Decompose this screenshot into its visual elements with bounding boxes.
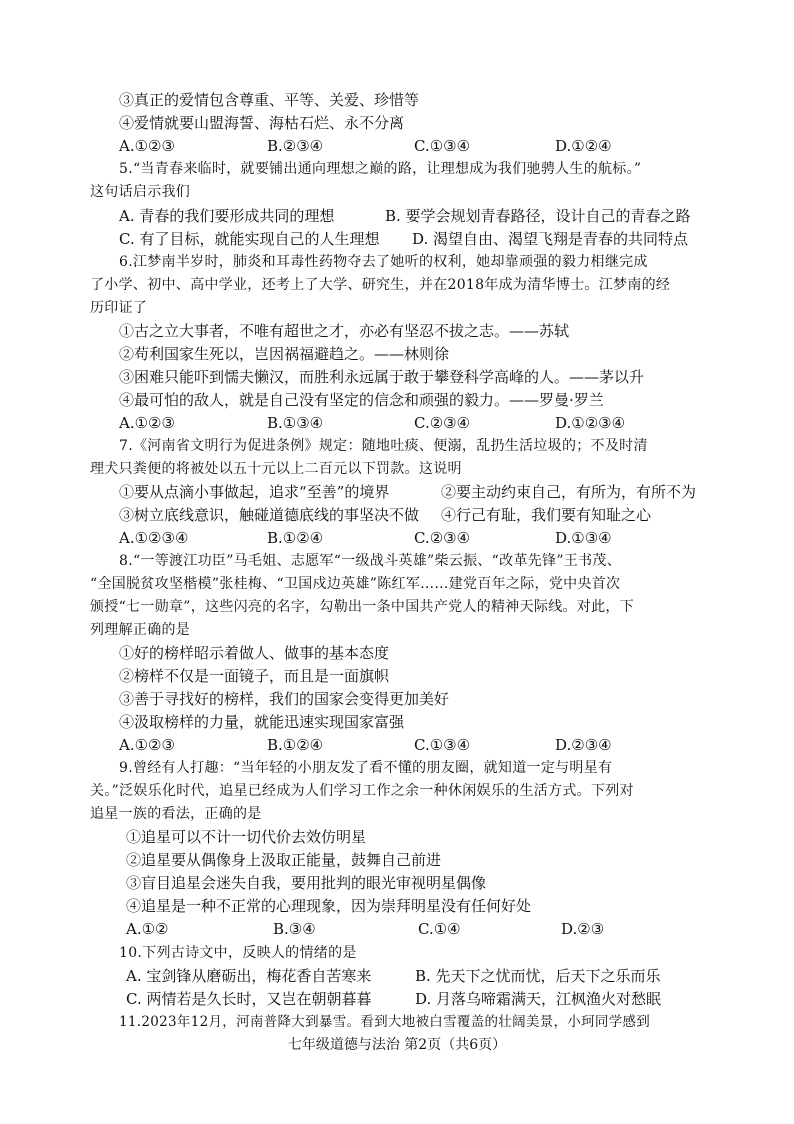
q10-option-c: C. 两情若是久长时，又岂在朝朝暮暮	[126, 990, 372, 1008]
q6-option-a: A.①②③	[119, 414, 175, 432]
q4-item-4: ④爱情就要山盟海誓、海枯石烂、永不分离	[119, 114, 405, 132]
q6-item-1: ①古之立大事者，不唯有超世之才，亦必有坚忍不拔之志。——苏轼	[119, 322, 570, 340]
q6-item-2: ②苟利国家生死以，岂因祸福避趋之。——林则徐	[119, 345, 450, 363]
q8-item-3: ③善于寻找好的榜样，我们的国家会变得更加美好	[119, 690, 450, 708]
q8-option-a: A.①②③	[119, 736, 175, 754]
q9-stem-line-3: 追星一族的看法，正确的是	[90, 806, 262, 822]
q8-option-d: D.②③④	[555, 736, 612, 754]
q8-stem-line-4: 列理解正确的是	[90, 622, 191, 638]
q7-option-b: B.①②④	[267, 529, 324, 547]
q5-option-a: A. 青春的我们要形成共同的理想	[119, 207, 335, 225]
q9-option-a: A.①②	[126, 920, 169, 938]
q8-stem-line-2: “全国脱贫攻坚楷模”张桂梅、“卫国戍边英雄”陈红军……建党百年之际，党中央首次	[90, 576, 621, 592]
q7-option-a: A.①②③④	[119, 529, 189, 547]
q7-item-1: ①要从点滴小事做起，追求“至善”的境界	[119, 483, 390, 501]
q7-option-c: C.②③④	[414, 529, 471, 547]
q5-stem-line-1: 5.“当青春来临时，就要铺出通向理想之巅的路，让理想成为我们驰骋人生的航标。”	[119, 161, 642, 177]
q4-option-c: C.①③④	[414, 137, 471, 155]
q6-item-4: ④最可怕的敌人，就是自己没有坚定的信念和顽强的毅力。——罗曼·罗兰	[119, 391, 604, 409]
q7-item-2: ②要主动约束自己，有所为，有所不为	[441, 483, 697, 501]
q4-option-a: A.①②③	[119, 137, 175, 155]
q10-option-d: D. 月落乌啼霜满天，江枫渔火对愁眠	[415, 990, 662, 1008]
q9-item-4: ④追星是一种不正常的心理现象，因为崇拜明星没有任何好处	[126, 897, 532, 915]
q6-option-d: D.①②③④	[555, 414, 626, 432]
q4-option-b: B.②③④	[267, 137, 324, 155]
q9-option-c: C.①④	[418, 920, 461, 938]
q7-item-4: ④行己有耻，我们要有知耻之心	[441, 506, 652, 524]
q10-stem: 10.下列古诗文中，反映人的情绪的是	[119, 945, 357, 961]
q6-stem-line-2: 了小学、初中、高中学业，还考上了大学、研究生，并在2018年成为清华博士。江梦南的经	[90, 277, 671, 293]
q8-option-c: C.①③④	[414, 736, 471, 754]
q7-item-3: ③树立底线意识，触碰道德底线的事坚决不做	[119, 506, 420, 524]
q8-option-b: B.①②④	[267, 736, 324, 754]
q9-option-d: D.②③	[561, 920, 605, 938]
q5-option-c: C. 有了目标，就能实现自己的人生理想	[119, 230, 380, 248]
q7-option-d: D.①③④	[555, 529, 612, 547]
q6-stem-line-1: 6.江梦南半岁时，肺炎和耳毒性药物夺去了她听的权利，她却靠顽强的毅力相继完成	[119, 254, 648, 270]
q6-option-b: B.①③④	[267, 414, 324, 432]
q5-stem-line-2: 这句话启示我们	[90, 184, 191, 200]
q11-stem-line-1: 11.2023年12月，河南普降大到暴雪。看到大地被白雪覆盖的壮阔美景，小珂同学感到	[119, 1014, 651, 1030]
q6-item-3: ③困难只能吓到懦夫懒汉，而胜利永远属于敢于攀登科学高峰的人。——茅以升	[119, 368, 645, 386]
q5-option-b: B. 要学会规划青春路径，设计自己的青春之路	[385, 207, 691, 225]
q4-option-d: D.①②④	[555, 137, 612, 155]
q6-option-c: C.②③④	[414, 414, 471, 432]
q9-item-1: ①追星可以不计一切代价去效仿明星	[126, 828, 367, 846]
q8-stem-line-3: 颁授“七一勋章”，这些闪亮的名字，勾勒出一条中国共产党人的精神天际线。对此，下	[90, 599, 635, 615]
q9-item-3: ③盲目追星会迷失自我，要用批判的眼光审视明星偶像	[126, 874, 487, 892]
q9-item-2: ②追星要从偶像身上汲取正能量，鼓舞自己前进	[126, 851, 442, 869]
q8-item-2: ②榜样不仅是一面镜子，而且是一面旗帜	[119, 667, 390, 685]
q8-stem-line-1: 8.“一等渡江功臣”马毛姐、志愿军“一级战斗英雄”柴云振、“改革先锋”王书茂、	[119, 553, 621, 569]
q6-stem-line-3: 历印证了	[90, 300, 148, 316]
q4-item-3: ③真正的爱情包含尊重、平等、关爱、珍惜等	[119, 91, 420, 109]
page-footer: 七年级道德与法治 第2页（共6页）	[287, 1037, 507, 1053]
q10-option-a: A. 宝剑锋从磨砺出，梅花香自苦寒来	[126, 967, 372, 985]
q5-option-d: D. 渴望自由、渴望飞翔是青春的共同特点	[412, 230, 689, 248]
q7-stem-line-2: 理犬只粪便的将被处以五十元以上二百元以下罚款。这说明	[90, 461, 462, 477]
q9-stem-line-1: 9.曾经有人打趣：“当年轻的小朋友发了看不懂的朋友圈，就知道一定与明星有	[119, 760, 613, 776]
q7-stem-line-1: 7.《河南省文明行为促进条例》规定：随地吐痰、便溺，乱扔生活垃圾的；不及时清	[119, 438, 648, 454]
q8-item-1: ①好的榜样昭示着做人、做事的基本态度	[119, 644, 390, 662]
q10-option-b: B. 先天下之忧而忧，后天下之乐而乐	[415, 967, 661, 985]
q8-item-4: ④汲取榜样的力量，就能迅速实现国家富强	[119, 713, 405, 731]
q9-stem-line-2: 关。”泛娱乐化时代，追星已经成为人们学习工作之余一种休闲娱乐的生活方式。下列对	[90, 783, 634, 799]
q9-option-b: B.③④	[273, 920, 316, 938]
